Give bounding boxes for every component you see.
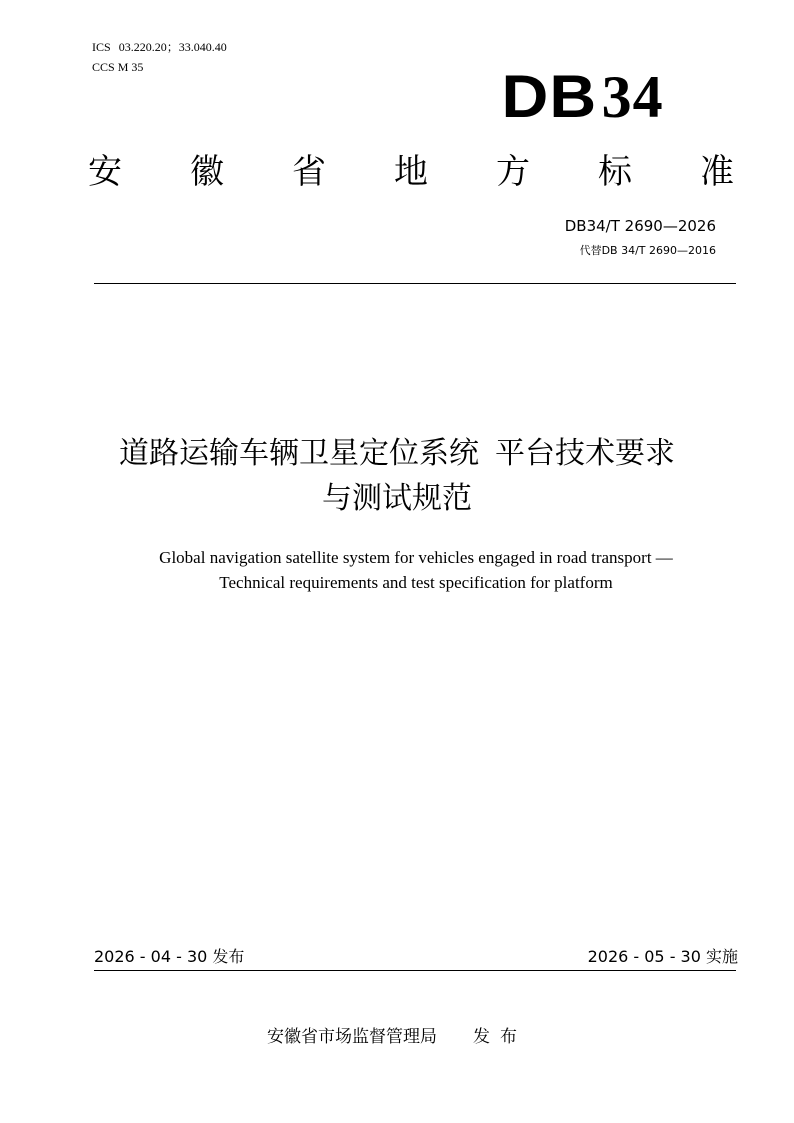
- category-char: 准: [700, 152, 734, 192]
- title-zh-part1: 道路运输车辆卫星定位系统: [119, 436, 479, 471]
- category-char: 省: [292, 152, 326, 192]
- publisher: [0, 1025, 794, 1049]
- ics-classification: [92, 40, 227, 54]
- title-zh-line2: 与测试规范: [322, 481, 472, 516]
- standard-category-heading: [88, 148, 734, 196]
- publisher-action: 发布: [473, 1027, 527, 1047]
- standard-number: DB34/T 2690—2026: [564, 217, 716, 235]
- ccs-classification: [92, 60, 143, 74]
- ics-label: ICS: [92, 40, 111, 54]
- ccs-label: CCS: [92, 60, 115, 74]
- title-zh-part2: 平台技术要求: [495, 436, 675, 471]
- category-char: 方: [496, 152, 530, 192]
- category-char: 标: [598, 152, 632, 192]
- issue-date: 2026 - 04 - 30 发布: [94, 947, 245, 966]
- title-en-line1: Global navigation satellite system for vehicles engaged in road transport —: [159, 548, 673, 567]
- ics-codes: 03.220.20；33.040.40: [118, 40, 227, 54]
- category-char: 地: [394, 152, 428, 192]
- publisher-name: 安徽省市场监督管理局: [267, 1027, 437, 1047]
- category-char: 安: [88, 152, 122, 192]
- title-en-line2: Technical requirements and test specification for platform: [219, 573, 613, 592]
- implementation-date: 2026 - 05 - 30 实施: [587, 947, 738, 966]
- db-logo-number: 34: [601, 64, 664, 130]
- replaces-standard: 代替DB 34/T 2690—2016: [579, 244, 716, 257]
- title-zh-line1: [0, 434, 794, 474]
- top-divider: [94, 283, 736, 284]
- category-char: 徽: [190, 152, 224, 192]
- db-logo: [501, 62, 664, 132]
- db-logo-letters: DB: [501, 63, 598, 130]
- ccs-code: M 35: [117, 60, 144, 74]
- bottom-divider: [94, 970, 736, 971]
